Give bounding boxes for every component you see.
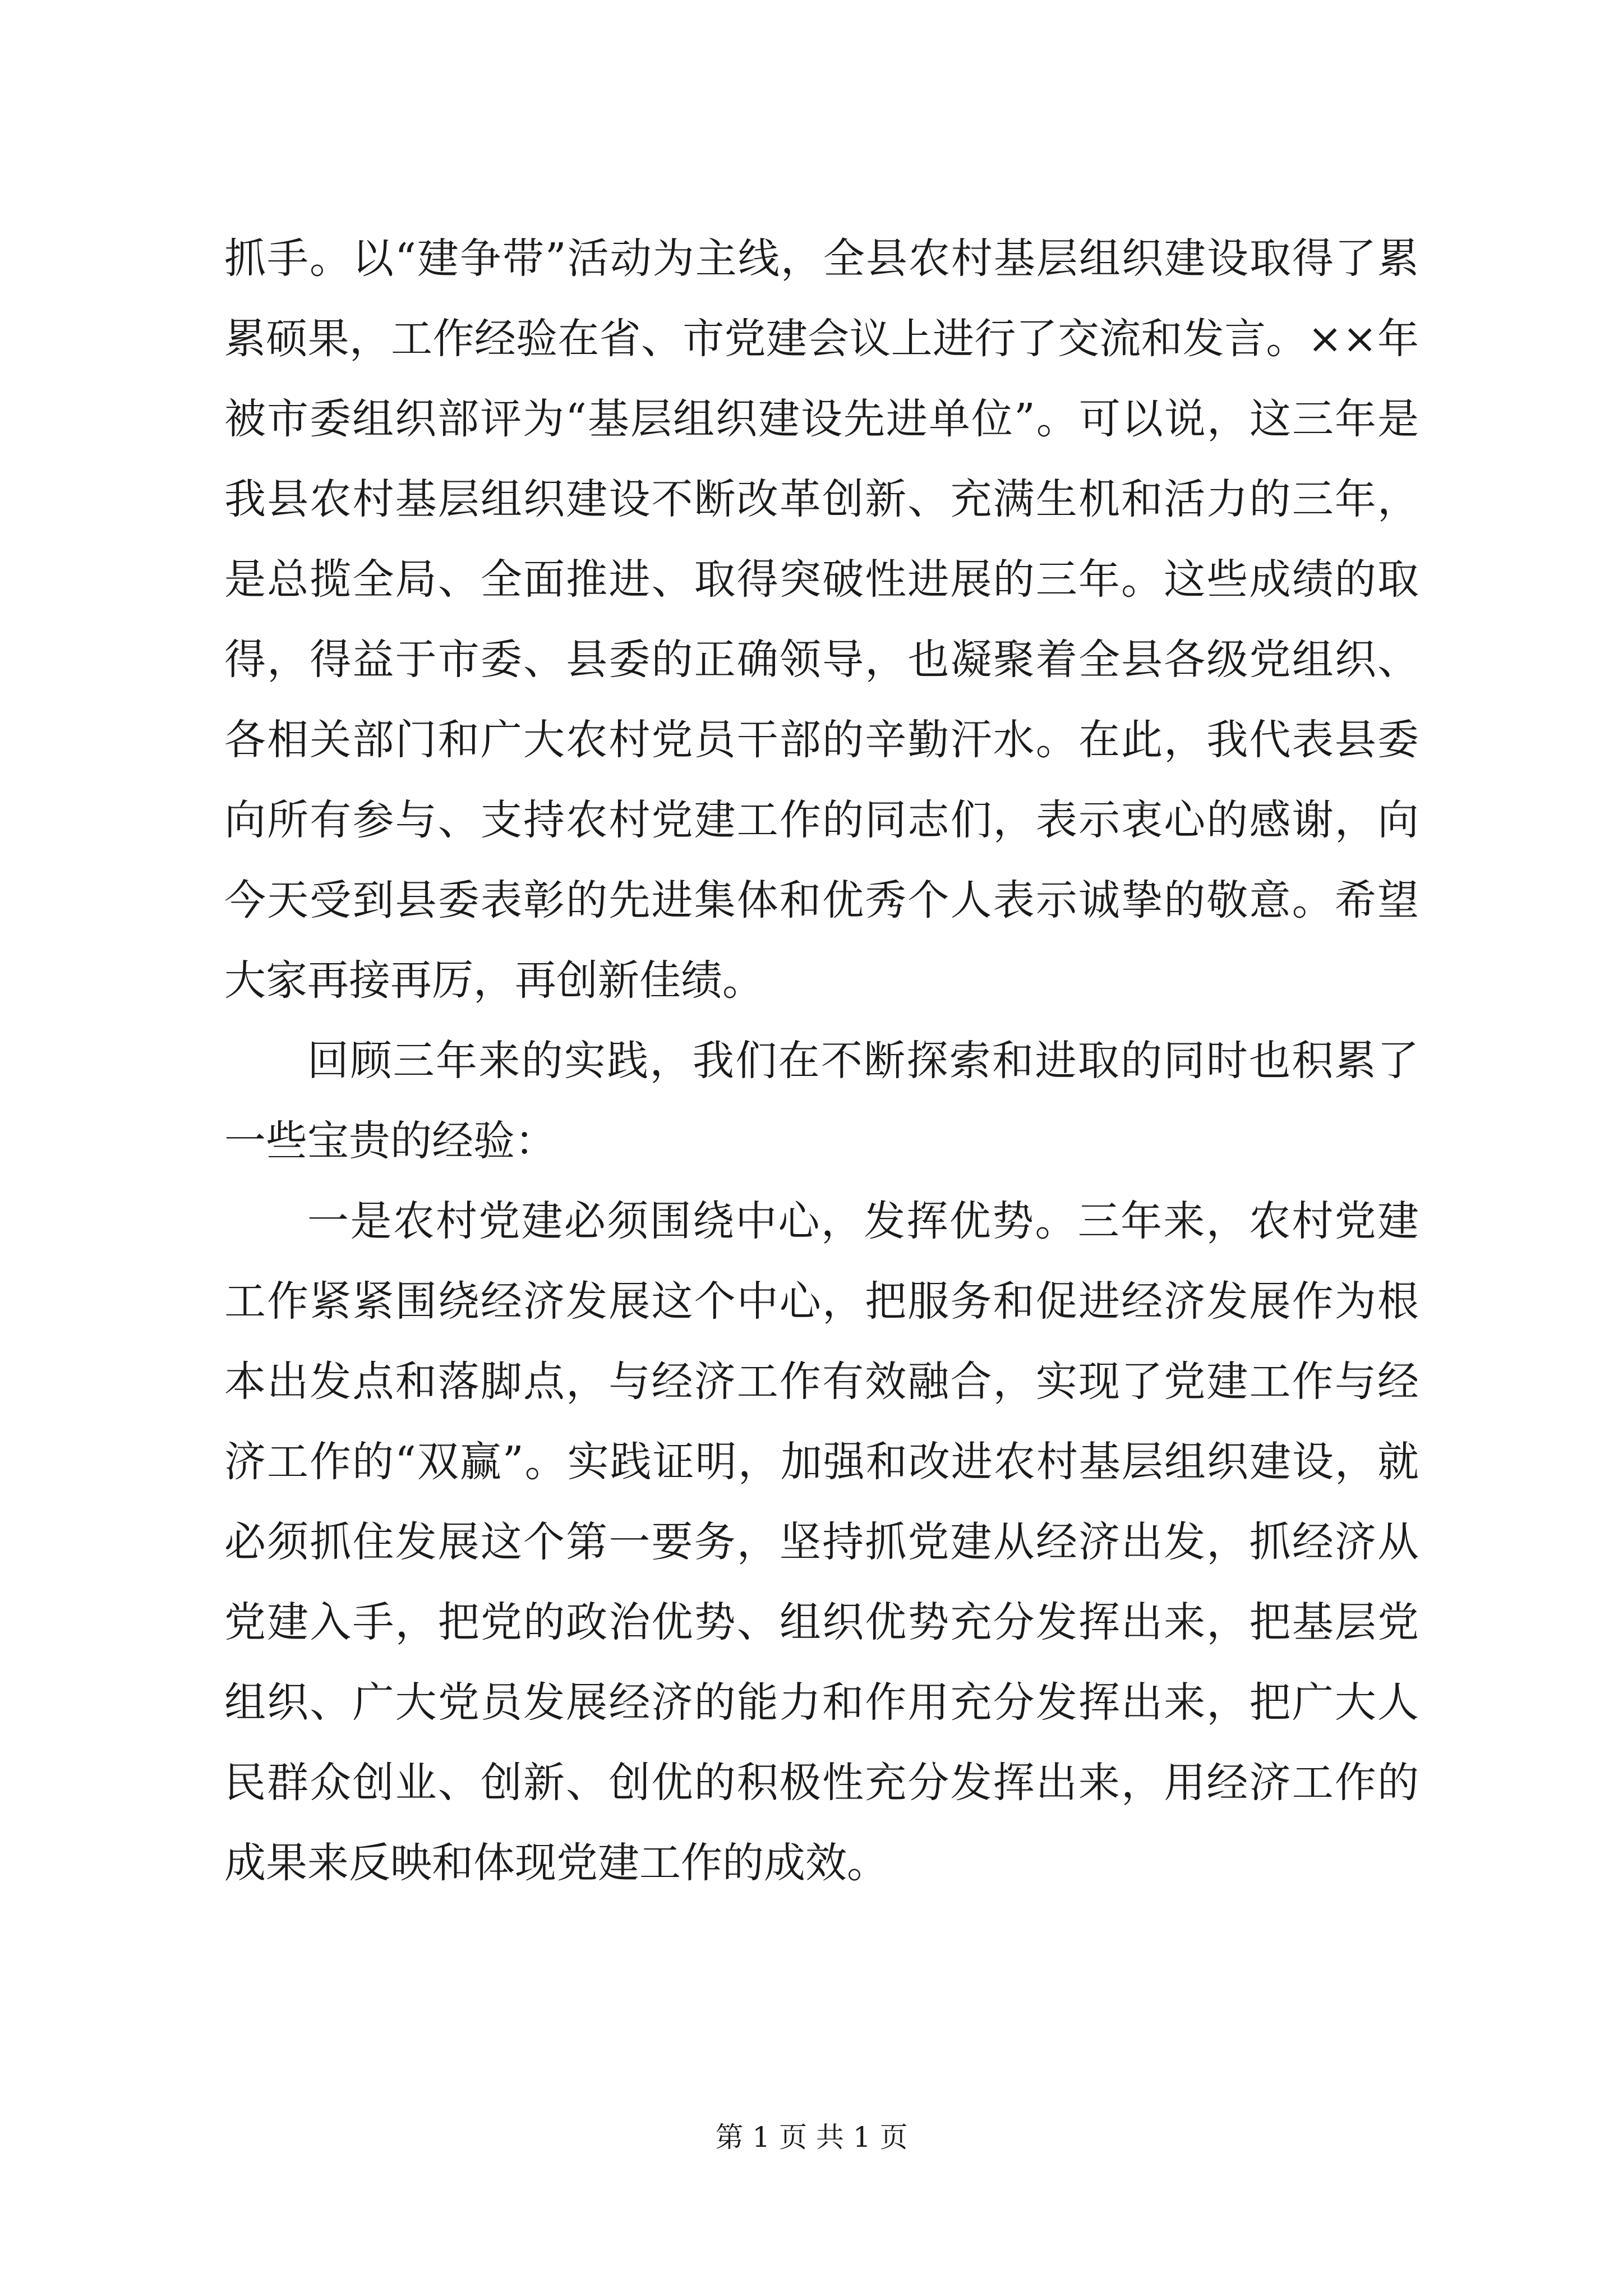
document-body bbox=[224, 219, 1419, 1903]
page-number-footer: 第 1 页 共 1 页 bbox=[715, 2121, 908, 2154]
paragraph-experience-one: 一是农村党建必须围绕中心，发挥优势。三年来，农村党建工作紧紧围绕经济发展这个中心，把服务和促进经济发展作为根本出发点和落脚点，与经济工作有效融合，实现了党建工作与经济工作的“双赢”。实践证明，加强和改进农村基层组织建设，就必须抓住发展这个第一要务，坚持抓党建从经济出发，抓经济从党建入手，把党的政治优势、组织优势充分发挥出来，把基层党组织、广大党员发展经济的能力和作用充分发挥出来，把广大人民群众创业、创新、创优的积极性充分发挥出来，用经济工作的成果来反映和体现党建工作的成效。 bbox=[224, 1197, 1419, 1887]
paragraph-continuation: 抓手。以“建争带”活动为主线，全县农村基层组织建设取得了累累硕果，工作经验在省、市党建会议上进行了交流和发言。××年被市委组织部评为“基层组织建设先进单位”。可以说，这三年是我县农村基层组织建设不断改革创新、充满生机和活力的三年，是总揽全局、全面推进、取得突破性进展的三年。这些成绩的取得，得益于市委、县委的正确领导，也凝聚着全县各级党组织、各相关部门和广大农村党员干部的辛勤汗水。在此，我代表县委向所有参与、支持农村党建工作的同志们，表示衷心的感谢，向今天受到县委表彰的先进集体和优秀个人表示诚挚的敬意。希望大家再接再厉，再创新佳绩。 bbox=[224, 234, 1419, 1005]
paragraph-review-intro: 回顾三年来的实践，我们在不断探索和进取的同时也积累了一些宝贵的经验： bbox=[224, 1037, 1419, 1165]
